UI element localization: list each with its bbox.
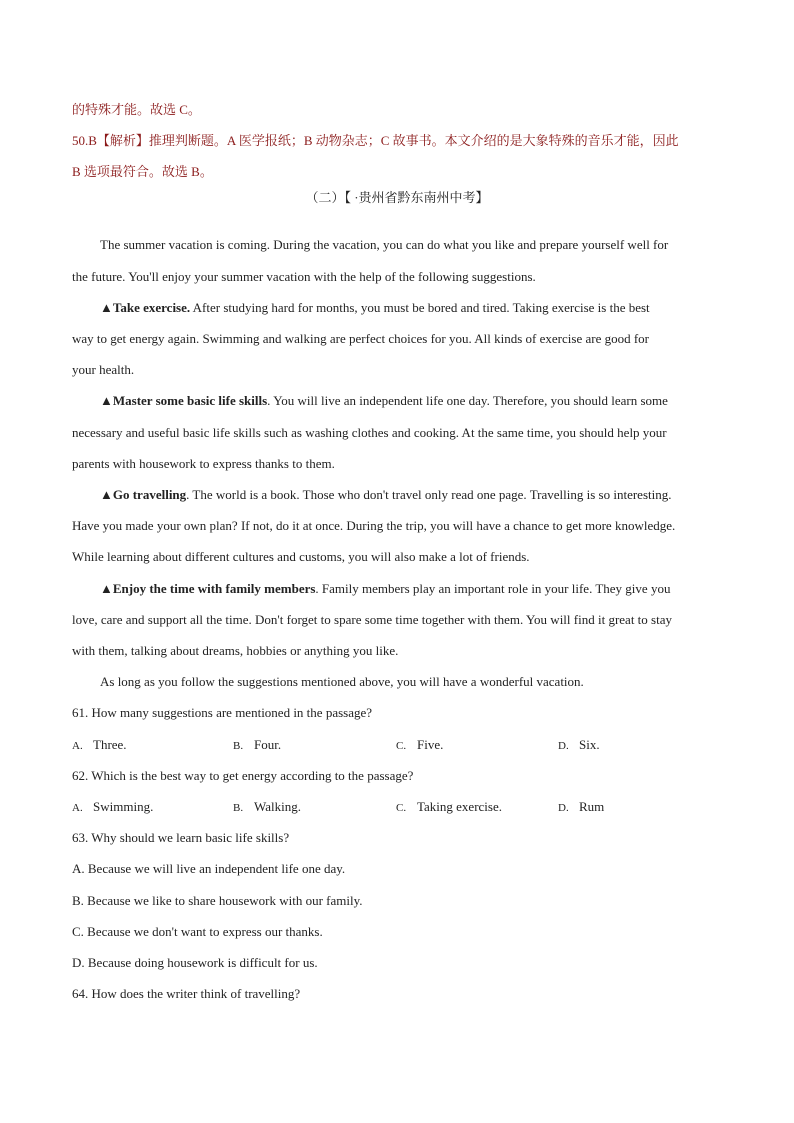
question-62: 62. Which is the best way to get energy according to the passage? — [72, 768, 414, 783]
section-title — [0, 189, 794, 207]
q61-option-a: A. Three. — [72, 737, 127, 752]
suggestion-life-skills-line-2: necessary and useful basic life skills such as washing clothes and cooking. At the same time, you should help your — [72, 425, 667, 440]
q63-option-a: A. Because we will live an independent life one day. — [72, 861, 346, 876]
answer-50-conclusion: B 选项最符合。故选 B。 — [72, 164, 213, 179]
question-64: 64. How does the writer think of travelling? — [72, 986, 301, 1001]
q62-option-a: A. Swimming. — [72, 799, 154, 814]
passage-intro-line-1: The summer vacation is coming. During the vacation, you can do what you like and prepare yourself well for — [100, 237, 669, 252]
suggestion-travelling-heading: ▲Go travelling — [100, 487, 187, 502]
q61-option-c: C. Five. — [396, 737, 444, 752]
suggestion-family — [100, 580, 722, 598]
q63-option-b: B. Because we like to share housework with our family. — [72, 893, 363, 908]
q62-option-c: C. Taking exercise. — [396, 799, 502, 814]
suggestion-exercise-text: After studying hard for months, you must be bored and tired. Taking exercise is the best — [190, 300, 650, 315]
suggestion-life-skills-heading: ▲Master some basic life skills — [100, 393, 268, 408]
passage-intro-line-2: the future. You'll enjoy your summer vacation with the help of the following suggestions. — [72, 269, 536, 284]
suggestion-life-skills — [100, 392, 722, 410]
suggestion-life-skills-line-3: parents with housework to express thanks to them. — [72, 456, 335, 471]
suggestion-travelling — [100, 486, 722, 504]
q61-option-b: B. Four. — [233, 737, 282, 752]
q63-option-d: D. Because doing housework is difficult for us. — [72, 955, 318, 970]
suggestion-travelling-text: . The world is a book. Those who don't travel only read one page. Travelling is so interesting. — [186, 487, 672, 502]
suggestion-life-skills-text: . You will live an independent life one day. Therefore, you should learn some — [267, 393, 668, 408]
q62-option-d: D. Rum — [558, 799, 605, 814]
answer-50-explanation: 50.B【解析】推理判断题。A 医学报纸；B 动物杂志；C 故事书。本文介绍的是大象特殊的音乐才能，因此 — [72, 133, 679, 148]
q62-option-b: B. Walking. — [233, 799, 301, 814]
suggestion-family-line-2: love, care and support all the time. Don't forget to spare some time together with them. You will find it great to stay — [72, 612, 672, 627]
suggestion-exercise-line-2: way to get energy again. Swimming and walking are perfect choices for you. All kinds of exercise are good for — [72, 331, 649, 346]
suggestion-travelling-line-3: While learning about different cultures and customs, you will also make a lot of friends. — [72, 549, 530, 564]
question-63: 63. Why should we learn basic life skills? — [72, 830, 290, 845]
suggestion-travelling-line-2: Have you made your own plan? If not, do it at once. During the trip, you will have a chance to get more knowledge. — [72, 518, 676, 533]
q63-option-c: C. Because we don't want to express our thanks. — [72, 924, 323, 939]
suggestion-family-text: . Family members play an important role in your life. They give you — [315, 581, 671, 596]
answer-49-tail: 的特殊才能。故选 C。 — [72, 102, 201, 117]
question-61: 61. How many suggestions are mentioned in the passage? — [72, 705, 373, 720]
suggestion-exercise — [100, 299, 722, 317]
suggestion-family-heading: ▲Enjoy the time with family members — [100, 581, 316, 596]
section-title-text: （二）【 ·贵州省黔东南州中考】 — [305, 190, 489, 205]
suggestion-family-line-3: with them, talking about dreams, hobbies or anything you like. — [72, 643, 399, 658]
q61-option-d: D. Six. — [558, 737, 600, 752]
suggestion-exercise-heading: ▲Take exercise. — [100, 300, 191, 315]
suggestion-exercise-line-3: your health. — [72, 362, 135, 377]
passage-closing: As long as you follow the suggestions mentioned above, you will have a wonderful vacation. — [100, 674, 584, 689]
